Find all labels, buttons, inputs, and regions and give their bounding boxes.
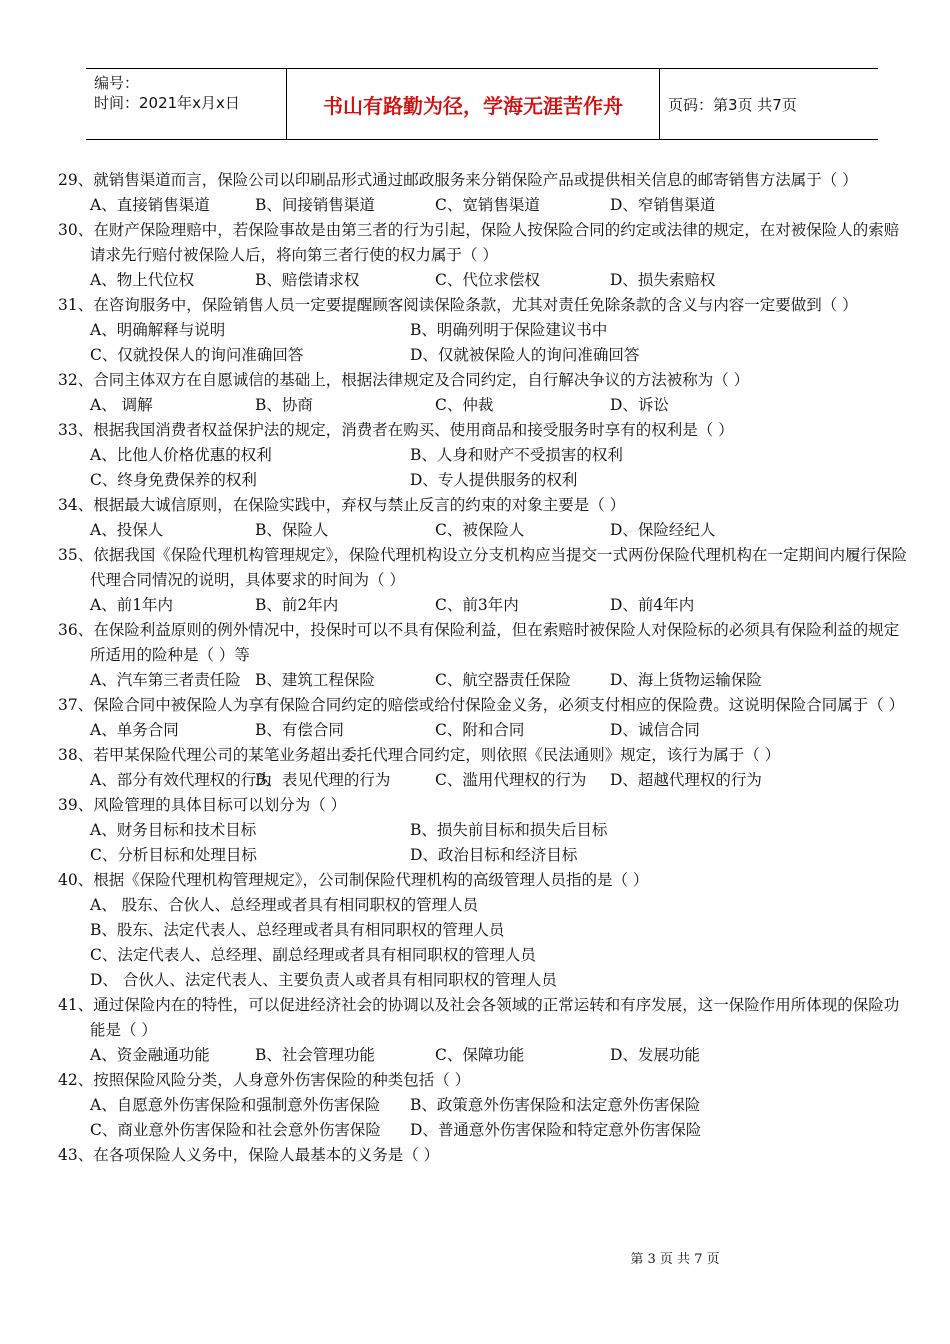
question-list [58,168,908,1168]
answer-option: C、保障功能 [435,1046,525,1064]
answer-option: D、保险经纪人 [610,521,716,539]
answer-option: C、分析目标和处理目标 [90,846,257,864]
option-row [58,593,908,618]
answer-option: A、部分有效代理权的行为 [90,771,272,789]
answer-option: B、社会管理功能 [255,1046,375,1064]
answer-option: D、发展功能 [610,1046,700,1064]
answer-option: B、前2年内 [255,596,339,614]
option-row [58,918,908,943]
question-stem: 41、通过保险内在的特性，可以促进经济社会的协调以及社会各领域的正常运转和有序发展，这一保险作用所体现的保险功能是（ ） [58,996,900,1039]
answer-option: C、被保险人 [435,521,525,539]
option-row [58,893,908,918]
option-row [58,1043,908,1068]
page-header [86,68,878,140]
question-stem: 40、根据《保险代理机构管理规定》，公司制保险代理机构的高级管理人员指的是（ ） [58,871,649,889]
question-item [58,993,908,1068]
answer-option: C、附和合同 [435,721,525,739]
question-stem: 37、保险合同中被保险人为享有保险合同约定的赔偿或给付保险金义务，必须支付相应的保险费。这说明保险合同属于（ ） [58,696,905,714]
question-item [58,543,908,618]
option-row [58,768,908,793]
answer-option: D、政治目标和经济目标 [410,846,578,864]
time-label: 时间：2021年x月x日 [94,94,240,112]
answer-option: A、资金融通功能 [90,1046,210,1064]
question-stem: 39、风险管理的具体目标可以划分为（ ） [58,796,347,814]
answer-option: A、财务目标和技术目标 [90,821,257,839]
question-item [58,168,908,218]
header-info [86,69,286,139]
question-stem: 30、在财产保险理赔中，若保险事故是由第三者的行为引起，保险人按保险合同的约定或法律的规定，在对被保险人的索赔请求先行赔付被保险人后，将向第三者行使的权力属于（ ） [58,221,900,264]
question-stem: 38、若甲某保险代理公司的某笔业务超出委托代理合同约定，则依照《民法通则》规定，该行为属于（ ） [58,746,781,764]
header-page-label: 页码：第3页 共7页 [668,95,797,114]
question-item [58,868,908,993]
answer-option: B、有偿合同 [255,721,344,739]
question-item [58,418,908,493]
question-item [58,293,908,368]
answer-option: A、比他人价格优惠的权利 [90,446,272,464]
answer-option: D、窄销售渠道 [610,196,716,214]
option-row [58,343,908,368]
answer-option: B、明确列明于保险建议书中 [410,321,608,339]
option-row [58,968,908,993]
answer-option: A、自愿意外伤害保险和强制意外伤害保险 [90,1096,381,1114]
answer-option: D、超越代理权的行为 [610,771,762,789]
option-row [58,1093,908,1118]
option-row [58,818,908,843]
answer-option: D、损失索赔权 [610,271,716,289]
answer-option: B、损失前目标和损失后目标 [410,821,608,839]
answer-option: A、物上代位权 [90,271,195,289]
question-item [58,368,908,418]
answer-option: C、仲裁 [435,396,494,414]
answer-option: D、海上货物运输保险 [610,671,762,689]
answer-option: C、商业意外伤害保险和社会意外伤害保险 [90,1121,381,1139]
answer-option: C、滥用代理权的行为 [435,771,587,789]
option-row [58,193,908,218]
question-stem: 31、在咨询服务中，保险销售人员一定要提醒顾客阅读保险条款，尤其对责任免除条款的含义与内容一定要做到（ ） [58,296,858,314]
answer-option: C、仅就投保人的询问准确回答 [90,346,304,364]
question-item [58,493,908,543]
question-stem: 32、合同主体双方在自愿诚信的基础上，根据法律规定及合同约定，自行解决争议的方法被称为（ ） [58,371,750,389]
question-item [58,618,908,693]
number-label: 编号： [94,74,140,92]
answer-option: C、宽销售渠道 [435,196,540,214]
answer-option: C、前3年内 [435,596,519,614]
answer-option: C、航空器责任保险 [435,671,571,689]
answer-option: B、赔偿请求权 [255,271,360,289]
option-row [58,668,908,693]
option-row [58,843,908,868]
answer-option: A、单务合同 [90,721,179,739]
answer-option: A、前1年内 [90,596,174,614]
question-item [58,793,908,868]
answer-option: D、 合伙人、法定代表人、主要负责人或者具有相同职权的管理人员 [90,971,557,989]
answer-option: B、间接销售渠道 [255,196,375,214]
option-row [58,393,908,418]
answer-option: A、明确解释与说明 [90,321,226,339]
answer-option: A、直接销售渠道 [90,196,210,214]
answer-option: C、代位求偿权 [435,271,540,289]
answer-option: B、股东、法定代表人、总经理或者具有相同职权的管理人员 [90,921,505,939]
question-stem: 36、在保险利益原则的例外情况中，投保时可以不具有保险利益，但在索赔时被保险人对保险标的必须具有保险利益的规定所适用的险种是（ ）等 [58,621,900,664]
answer-option: C、法定代表人、总经理、副总经理或者具有相同职权的管理人员 [90,946,536,964]
option-row [58,518,908,543]
header-motto: 书山有路勤为径，学海无涯苦作舟 [286,69,660,139]
option-row [58,718,908,743]
answer-option: B、建筑工程保险 [255,671,375,689]
answer-option: B、表见代理的行为 [255,771,391,789]
answer-option: B、协商 [255,396,313,414]
answer-option: A、 调解 [90,396,153,414]
option-row [58,443,908,468]
answer-option: D、普通意外伤害保险和特定意外伤害保险 [410,1121,702,1139]
answer-option: D、前4年内 [610,596,695,614]
question-item [58,218,908,293]
option-row [58,943,908,968]
answer-option: A、汽车第三者责任险 [90,671,241,689]
question-stem: 34、根据最大诚信原则，在保险实践中，弃权与禁止反言的约束的对象主要是（ ） [58,496,626,514]
question-stem: 33、根据我国消费者权益保护法的规定，消费者在购买、使用商品和接受服务时享有的权利是（ ） [58,421,734,439]
answer-option: A、 股东、合伙人、总经理或者具有相同职权的管理人员 [90,896,479,914]
question-item [58,743,908,793]
page-footer: 第 3 页 共 7 页 [630,1252,720,1267]
answer-option: B、保险人 [255,521,329,539]
option-row [58,268,908,293]
answer-option: B、政策意外伤害保险和法定意外伤害保险 [410,1096,701,1114]
answer-option: D、诉讼 [610,396,669,414]
question-stem: 35、依据我国《保险代理机构管理规定》，保险代理机构设立分支机构应当提交一式两份保险代理机构在一定期间内履行保险代理合同情况的说明，具体要求的时间为（ ） [58,546,907,589]
answer-option: D、专人提供服务的权利 [410,471,578,489]
option-row [58,1118,908,1143]
question-stem: 43、在各项保险人义务中，保险人最基本的义务是（ ） [58,1146,440,1164]
question-item [58,693,908,743]
answer-option: D、仅就被保险人的询问准确回答 [410,346,640,364]
answer-option: C、终身免费保养的权利 [90,471,257,489]
question-item [58,1068,908,1143]
option-row [58,318,908,343]
option-row [58,468,908,493]
answer-option: B、人身和财产不受损害的权利 [410,446,623,464]
answer-option: D、诚信合同 [610,721,700,739]
answer-option: A、投保人 [90,521,164,539]
question-stem: 42、按照保险风险分类，人身意外伤害保险的种类包括（ ） [58,1071,471,1089]
question-item [58,1143,908,1168]
question-stem: 29、就销售渠道而言，保险公司以印刷品形式通过邮政服务来分销保险产品或提供相关信息的邮寄销售方法属于（ ） [58,171,858,189]
